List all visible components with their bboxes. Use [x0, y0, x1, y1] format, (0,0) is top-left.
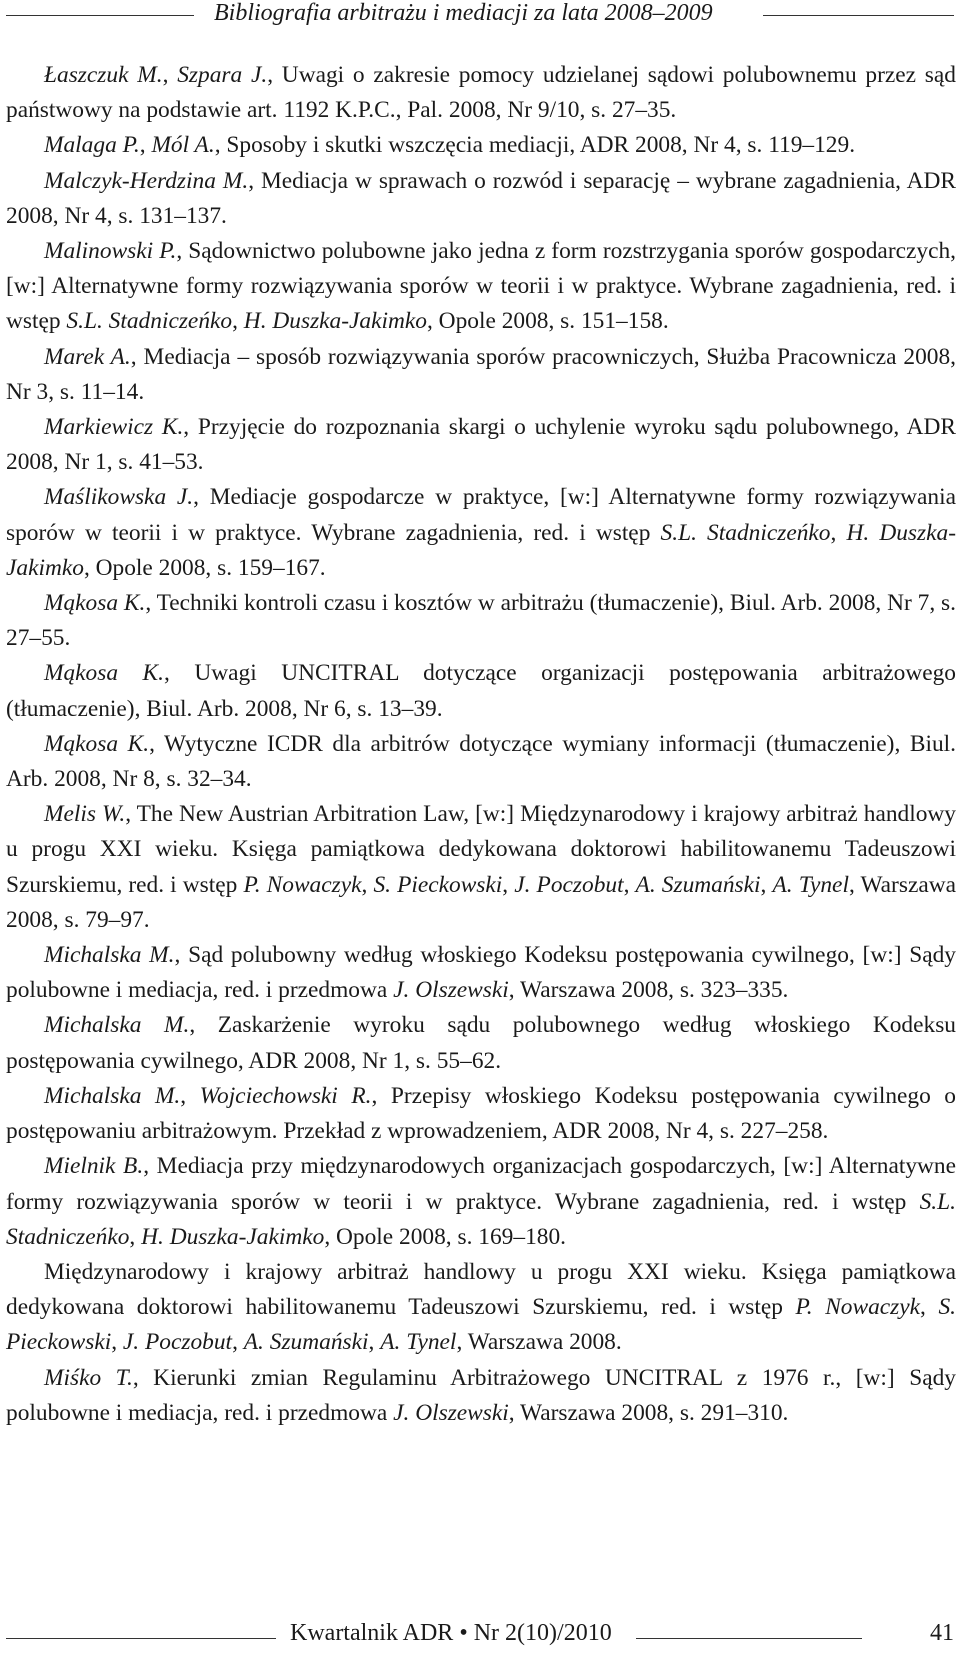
author-or-editor-name: H. Duszka-Jakimko	[6, 519, 956, 581]
bibliography-entry	[6, 1149, 956, 1255]
author-or-editor-name: S.L. Stadniczeńko	[660, 519, 831, 546]
entry-text: , Uwagi o zakresie pomocy udzielanej sądowi polubownemu przez sąd państwowy na podstawie art. 1192 K.P.C., Pal. 2008, Nr 9/10, s. 27–35.	[6, 62, 956, 124]
bibliography-entry	[6, 480, 956, 586]
running-footer	[0, 1620, 960, 1650]
entry-text: , Warszawa 2008, s. 323–335.	[508, 977, 789, 1004]
entry-text: ,	[232, 308, 244, 335]
author-or-editor-name: J. Poczobut	[514, 871, 624, 898]
author-or-editor-name: P. Nowaczyk	[243, 871, 362, 898]
bibliography-entry	[6, 938, 956, 1008]
entry-text: ,	[368, 1329, 381, 1356]
footer-rule-right	[636, 1638, 862, 1639]
entry-text: , Techniki kontroli czasu i kosztów w arbitrażu (tłumaczenie), Biul. Arb. 2008, Nr 7, s. 27–55.	[6, 590, 956, 652]
author-or-editor-name: P. Nowaczyk	[795, 1294, 921, 1321]
entry-text: , Przyjęcie do rozpoznania skargi o uchylenie wyroku sądu polubownego, ADR 2008, Nr 1, s. 41–53.	[6, 414, 956, 476]
entry-text: , Opole 2008, s. 151–158.	[426, 308, 669, 335]
entry-text: , Warszawa 2008, s. 79–97.	[6, 871, 956, 933]
author-or-editor-name: Wojciechowski R.	[199, 1082, 372, 1109]
footer-rule-left	[6, 1638, 276, 1639]
header-rule-left	[6, 15, 194, 16]
author-or-editor-name: Michalska M.	[44, 942, 175, 969]
author-or-editor-name: H. Duszka-Jakimko	[141, 1223, 325, 1250]
author-or-editor-name: Michalska M.	[44, 1082, 181, 1109]
entry-text: ,	[502, 871, 515, 898]
author-or-editor-name: S.L. Stadniczeńko	[6, 1188, 956, 1250]
header-rule-right	[763, 15, 954, 16]
author-or-editor-name: H. Duszka-Jakimko	[243, 308, 427, 335]
author-or-editor-name: Michalska M.	[44, 1012, 190, 1039]
entry-text: ,	[760, 871, 773, 898]
entry-text: ,	[129, 1223, 142, 1250]
entry-text: Międzynarodowy i krajowy arbitraż handlowy u progu XXI wieku. Księga pamiątkowa dedykowana doktorowi habilitowanemu Tadeuszowi Szurskiemu, red. i wstęp	[6, 1258, 956, 1321]
entry-text: , Sposoby i skutki wszczęcia mediacji, ADR 2008, Nr 4, s. 119–129.	[214, 132, 856, 159]
entry-text: , Opole 2008, s. 159–167.	[83, 554, 326, 581]
entry-text: ,	[180, 1082, 200, 1109]
author-or-editor-name: Mól A.	[151, 132, 215, 159]
author-or-editor-name: J. Olszewski	[393, 1399, 509, 1426]
author-or-editor-name: A. Szumański	[635, 871, 761, 898]
entry-text: ,	[920, 1294, 939, 1321]
author-or-editor-name: A. Szumański	[243, 1329, 369, 1356]
bibliography-entry	[6, 1008, 956, 1078]
author-or-editor-name: Mielnik B.	[44, 1153, 144, 1180]
bibliography-list	[6, 58, 956, 1431]
bibliography-entry	[6, 727, 956, 797]
entry-text: ,	[361, 871, 374, 898]
entry-text: ,	[830, 519, 847, 546]
bibliography-entry	[6, 586, 956, 656]
author-or-editor-name: J. Poczobut	[122, 1329, 233, 1356]
bibliography-entry	[6, 1361, 956, 1431]
entry-text: , Mediacja – sposób rozwiązywania sporów pracowniczych, Służba Pracownicza 2008, Nr 3, s. 11–14.	[6, 343, 956, 405]
bibliography-entry	[6, 797, 956, 938]
author-or-editor-name: A. Tynel	[380, 1329, 457, 1356]
entry-text: , Warszawa 2008.	[456, 1329, 622, 1356]
author-or-editor-name: Maślikowska J.	[44, 484, 194, 511]
entry-text: , Przepisy włoskiego Kodeksu postępowania cywilnego o postępowaniu arbitrażowym. Przekład z wprowadzeniem, ADR 2008, Nr 4, s. 227–258.	[6, 1082, 957, 1145]
entry-text: ,	[232, 1329, 244, 1356]
author-or-editor-name: Markiewicz K.	[44, 414, 184, 441]
header-title: Bibliografia arbitrażu i mediacji za lata 2008–2009	[214, 0, 713, 26]
author-or-editor-name: S. Pieckowski	[373, 871, 503, 898]
entry-text: , The New Austrian Arbitration Law, [w:] Międzynarodowy i krajowy arbitraż handlowy u progu XXI wieku. Księga pamiątkowa dedykowana doktorowi habilitowanemu Tadeuszowi Szurskiemu, red. i wstęp	[6, 801, 956, 898]
entry-text: , Kierunki zmian Regulaminu Arbitrażowego UNCITRAL z 1976 r., [w:] Sądy polubowne i mediacja, red. i przedmowa	[6, 1364, 956, 1426]
author-or-editor-name: Łaszczuk M.	[44, 62, 163, 88]
entry-text: , Mediacja przy międzynarodowych organizacjach gospodarczych, [w:] Alternatywne formy rozwiązywania sporów w teorii i w praktyce. Wybrane zagadnienia, red. i wstęp	[6, 1153, 956, 1215]
bibliography-entry	[6, 58, 956, 128]
entry-text: , Sądownictwo polubowne jako jedna z form rozstrzygania sporów gospodarczych, [w:] Alternatywne formy rozwiązywania sporów w teorii i w praktyce. Wybrane zagadnienia, red. i wstęp	[6, 238, 956, 335]
author-or-editor-name: Mąkosa K.	[44, 590, 146, 617]
entry-text: ,	[139, 132, 152, 159]
entry-text: , Mediacja w sprawach o rozwód i separację – wybrane zagadnienia, ADR 2008, Nr 4, s. 131–137.	[6, 167, 956, 229]
entry-text: , Warszawa 2008, s. 291–310.	[508, 1399, 789, 1426]
bibliography-entry	[6, 234, 956, 340]
running-header	[0, 0, 960, 34]
author-or-editor-name: Mąkosa K.	[44, 730, 150, 757]
entry-text: ,	[623, 871, 636, 898]
bibliography-entry	[6, 1255, 956, 1361]
author-or-editor-name: Szpara J.	[177, 62, 268, 88]
bibliography-entry	[6, 128, 956, 163]
entry-text: , Sąd polubowny według włoskiego Kodeksu postępowania cywilnego, [w:] Sądy polubowne i mediacja, red. i przedmowa	[6, 942, 956, 1004]
author-or-editor-name: S.L. Stadniczeńko	[66, 308, 233, 335]
entry-text: , Wytyczne ICDR dla arbitrów dotyczące wymiany informacji (tłumaczenie), Biul. Arb. 2008, Nr 8, s. 32–34.	[6, 730, 957, 793]
bibliography-entry	[6, 1079, 956, 1149]
bibliography-entry	[6, 410, 956, 480]
entry-text: , Opole 2008, s. 169–180.	[324, 1223, 567, 1250]
author-or-editor-name: Marek A.	[44, 343, 131, 370]
bibliography-entry	[6, 340, 956, 410]
author-or-editor-name: A. Tynel	[772, 871, 849, 898]
entry-text: ,	[162, 62, 178, 88]
page-number: 41	[930, 1620, 954, 1646]
author-or-editor-name: Malinowski P.	[44, 238, 177, 265]
journal-name: Kwartalnik ADR • Nr 2(10)/2010	[290, 1620, 612, 1646]
author-or-editor-name: Melis W.	[44, 801, 126, 828]
author-or-editor-name: Mąkosa K.	[44, 660, 165, 687]
bibliography-entry	[6, 164, 956, 234]
bibliography-entry	[6, 656, 956, 726]
entry-text: , Zaskarżenie wyroku sądu polubownego według włoskiego Kodeksu postępowania cywilnego, ADR 2008, Nr 1, s. 55–62.	[6, 1012, 956, 1074]
entry-text: ,	[111, 1329, 123, 1356]
author-or-editor-name: J. Olszewski	[393, 977, 509, 1004]
entry-text: , Mediacje gospodarcze w praktyce, [w:] Alternatywne formy rozwiązywania sporów w teorii i w praktyce. Wybrane zagadnienia, red. i wstęp	[6, 484, 956, 546]
author-or-editor-name: Malczyk-Herdzina M.	[44, 167, 249, 194]
author-or-editor-name: S. Pieckowski	[6, 1294, 956, 1356]
author-or-editor-name: Miśko T.	[44, 1364, 133, 1391]
entry-text: , Uwagi UNCITRAL dotyczące organizacji postępowania arbitrażowego (tłumaczenie), Biul. Arb. 2008, Nr 6, s. 13–39.	[6, 660, 956, 722]
author-or-editor-name: Malaga P.	[44, 132, 140, 159]
